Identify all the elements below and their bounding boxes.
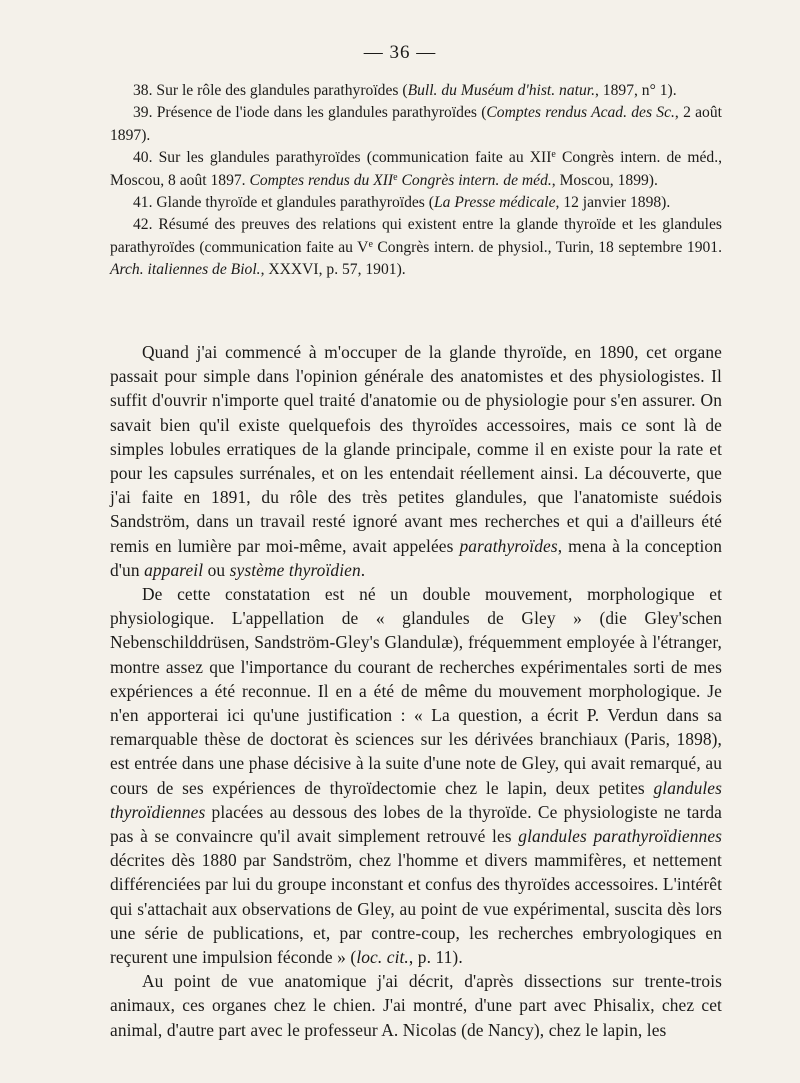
reference-39: 39. Présence de l'iode dans les glandules parathyroïdes (Comptes rendus Acad. des Sc., 2 août 1897).: [110, 104, 722, 144]
paragraph-1: Quand j'ai commencé à m'occuper de la glande thyroïde, en 1890, cet organe passait pour simple dans l'opinion générale des anatomistes et des physiologistes. Il suffit d'ouvrir n'importe quel traité d'anatomie ou de physiologie pour s'en assurer. On savait bien qu'il existe quelquefois des thyroïdes accessoires, mais ce sont là de simples lobules erratiques de la glande principale, comme il en existe pour la rate et pour les capsules surrénales, et on les entendait réellement ainsi. La découverte, que j'ai faite en 1891, du rôle des très petites glandules, que l'anatomiste suédois Sandström, dans un travail resté ignoré avant mes recherches et qui a d'ailleurs été remis en lumière par moi-même, avait appelées parathyroïdes, mena à la conception d'un appareil ou système thyroïdien.: [110, 342, 722, 580]
reference-41: 41. Glande thyroïde et glandules parathyroïdes (La Presse médicale, 12 janvier 1898).: [133, 194, 671, 212]
body-text: [110, 340, 722, 1042]
paragraph-2: De cette constatation est né un double mouvement, morphologique et physiologique. L'appellation de « glandules de Gley » (die Gley'schen Nebenschilddrüsen, Sandström-Gley's Glandulæ), fréquemment employée à l'étranger, montre assez que l'importance du courant de recherches expérimentales sorti de mes expériences a été reconnue. Il en a été de même du mouvement morphologique. Je n'en apporterai ici qu'une justification : « La question, a écrit P. Verdun dans sa remarquable thèse de doctorat ès sciences sur les dérivées branchiaux (Paris, 1898), est entrée dans une phase décisive à la suite d'une note de Gley, qui avait remarqué, au cours de ses expériences de thyroïdectomie chez le lapin, deux petites glandules thyroïdiennes placées au dessous des lobes de la thyroïde. Ce physiologiste ne tarda pas à se convaincre qu'il avait simplement retrouvé les glandules parathyroïdiennes décrites dès 1880 par Sandström, chez l'homme et divers mammifères, et nettement différenciées par lui du groupe inconstant et confus des thyroïdes accessoires. L'intérêt qui s'attachait aux observations de Gley, au point de vue expérimental, suscita dès lors une série de publications, et, par contre-coup, les recherches embryologiques en reçurent une impulsion féconde » (loc. cit., p. 11).: [110, 584, 723, 968]
reference-42: 42. Résumé des preuves des relations qui existent entre la glande thyroïde et les glandules parathyroïdes (communication faite au Ve Congrès intern. de physiol., Turin, 18 septembre 1901. Arch. italiennes de Biol., XXXVI, p. 57, 1901).: [110, 216, 722, 279]
paragraph-3: Au point de vue anatomique j'ai décrit, d'après dissections sur trente-trois animaux, ces organes chez le chien. J'ai montré, d'une part avec Phisalix, chez cet animal, d'autre part avec le professeur A. Nicolas (de Nancy), chez le lapin, les: [110, 971, 722, 1040]
bibliography-list: [110, 80, 722, 282]
reference-38: 38. Sur le rôle des glandules parathyroïdes (Bull. du Muséum d'hist. natur., 1897, n° 1).: [133, 82, 677, 99]
reference-40: 40. Sur les glandules parathyroïdes (communication faite au XIIe Congrès intern. de méd., Moscou, 8 août 1897. Comptes rendus du XIIe Congrès intern. de méd., Moscou, 1899).: [110, 149, 723, 189]
page-number: — 36 —: [363, 42, 437, 63]
